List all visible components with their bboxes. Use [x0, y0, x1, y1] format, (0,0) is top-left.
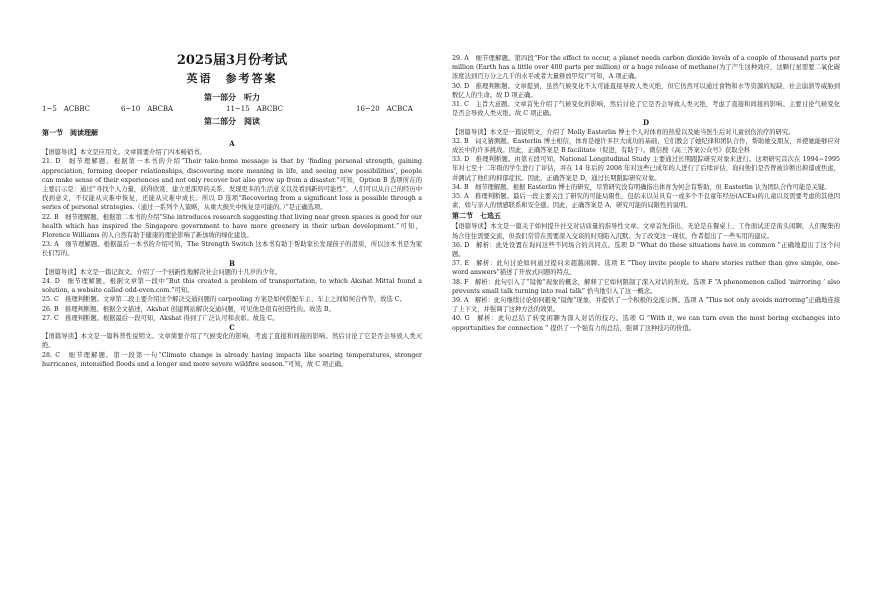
answer-paragraph: 37. E 解析：此句讨论如何通过提问来超越闲聊。选项 E “They invite people to share stories rather than give simple, one-word answers”描述了开放式问题的特点。 — [452, 260, 840, 277]
answer-paragraph: 32. B 词义猜测题。Easterlin 博士相信，体育是她许多巨大成功的基础，它们教会了她纪律和团队合作，帮助她交朋友，并使她能够应对成长中的许多挑战。因此，正确答案是 B facilitate（促进，有助于）。微信搜《高三答案公众号》获取全科 — [452, 137, 840, 155]
listening-key: 1~5 ACBBC — [42, 105, 90, 113]
listening-keys — [42, 104, 422, 114]
passage-letter: A — [229, 139, 235, 148]
answer-paragraph: 30. D 推理判断题。文章提到，虽然气候变化不太可能直接导致人类灭绝，但它仍然可以通过食物和水等资源的短缺、社会崩溃等威胁到数亿人的生命。故 D 项正确。 — [452, 82, 840, 99]
answer-paragraph: 【语篇导读】本文是应用文。文章简要介绍了四本畅销书。 — [42, 149, 206, 157]
passage-letter: D — [642, 118, 650, 128]
answer-paragraph: 27. C 推理判断题。根据最后一段可知，Akshat 得到了广泛认可和表彰。故选 C。 — [42, 314, 279, 322]
answer-paragraph: 39. A 解析：此句继续讨论如何避免“镜像”现象，并提供了一个积极的交流示例。选项 A “This not only avoids mirroring”正确地连接了上下文，并强调了这种方法的效果。 — [452, 297, 840, 314]
page-subtitle: 英语 参考答案 — [186, 72, 278, 85]
listening-key: 16~20 ACBCA — [356, 105, 413, 113]
answer-paragraph: 34. B 细节理解题。根据 Easterlin 博士的研究，尽管研究没有明确指出体育为何会有帮助，但 Easterlin 认为团队合作可能是关键。 — [452, 183, 831, 191]
left-body — [42, 139, 422, 369]
answer-paragraph: 【语篇导读】本文是一篇记叙文。介绍了一个创新性地解决社会问题的十几岁的少年。 — [42, 268, 282, 276]
answer-paragraph: 33. D 推理判断题。由第五段可知，National Longitudinal Study 主要通过长期跟踪研究对象来进行。这项研究首次在 1994~1995 年对七至十二年级的学生进行了评估，并在 14 年后的 2008 年对这些已成年的人进行了后续评估，询问他们是否曾被诊断出抑郁或焦虑，并测试了他们的抑郁症状。因此，正确答案是 D，通过长期跟踪研究对象。 — [452, 156, 840, 182]
answer-paragraph: 28. C 细节理解题。第一段第一句“Climate change is already having impacts like soaring temperatures, stronger hurricanes, intensified floods and a longer and more severe wildfire season.”可知，故 C 项正确。 — [42, 351, 422, 368]
right-body — [452, 54, 840, 333]
passage-letter: B — [229, 258, 235, 268]
right-column — [452, 54, 840, 333]
answer-paragraph: 38. F 解析：此句引入了“镜像”现象的概念，解释了它如何限制了深入对话的形成。选项 F “A phenomenon called ‘mirroring ’ also prevents small talk turning into real talk” 恰当地引入了这一概念。 — [452, 278, 840, 295]
answer-paragraph: 25. C 推理判断题。文章第二段主要介绍这个解决交通问题的 carpooling 方案是如何搭配车主、车主之间如何合作等，故选 C。 — [42, 296, 406, 304]
answer-paragraph: 36. D 解析：此处设置在询问这些不同场合的共同点。选项 D “What do these situations have in common ”正确地提出了这个问题。 — [452, 241, 840, 259]
listening-key: 11~15 ABCBC — [226, 105, 283, 113]
answer-paragraph: 29. A 细节理解题。第四段“For the effect to occur, a planet needs carbon dioxide levels of a couple of thousand parts per million (Earth has a little over 400 parts per million) or a huge release of methane(为了产生这种效应，这颗行星需要二氧化碳浓度达到百万分之几千的水平或者大量释放甲烷)”可知，A 项正确。 — [452, 55, 840, 81]
section-heading: 第二节 七选五 — [452, 211, 501, 221]
answer-paragraph: 【语篇导读】本文是一篇说明文，介绍了 Molly Easterlin 博士个人对体育的热爱以及她当医生后对儿童创伤治疗的研究。 — [452, 128, 795, 136]
listening-key: 6~10 ABCBA — [121, 105, 174, 113]
answer-paragraph: 【语篇导读】本文是一篇关于如何提升社交对话质量的指导性文章。文章首先指出，无论是在餐桌上、工作面试还是街头闲聊，人们聚集的场合往往需要交流，但我们常常在需要深入交谈的时刻陷入沉默。为了改变这一现状，作者提出了一些实用的建议。 — [452, 223, 840, 240]
answer-paragraph: 24. D 细节理解题。根据文章第一段中“But this created a problem of transportation, to which Akshat Mittal found a solution, a website called odd-even.com.”可知。 — [42, 278, 422, 295]
answer-paragraph: 【语篇导读】本文是一篇科普性说明文。文章简要介绍了气候变化的影响，考虑了直接和间接的影响。然后讨论了它是否会导致人类灭绝。 — [42, 333, 422, 350]
section-heading: 第一节 阅读理解 — [42, 128, 98, 137]
part1-heading: 第一部分 听力 — [204, 92, 260, 102]
answer-paragraph: 26. B 推理判断题。根据全文描述，Akshat 创建网站解决交通问题，可见他是很有创造性的。故选 B。 — [42, 305, 335, 313]
left-column — [42, 52, 422, 369]
answer-paragraph: 35. A 推理判断题。最后一段主要关注了研究的可能局限性，包括未以另具有一或多个不良童年经历(ACEs)的儿童以及需要考虑的其他因素，如与亲人的情感联系和安全感。因此，正确答案是 A，研究可能的局限性的说明。 — [452, 193, 840, 210]
answer-paragraph: 21. D 细节理解题。根据第一本书的介绍“Their take-home message is that by ‘finding personal strength, gaining appreciation, forming deeper relationships, discovering more meaning in life, and seeing new possibilities’, people can make sense of their experiences and not only recover but also grow up from a disaster.”可知，Option B 选项所在的主要启示是：通过“寻找个人力量，获得欣赏、建立更深厚的关系、发现更多的生活意义以及看到新的可能性”，人们可以从自己的经历中找到意义，不仅能从灾难中恢复，还能从灾难中成长。所以 D 选项“Recovering from a significant loss is possible through a series of personal strategies.（通过一系列个人策略，从重大损失中恢复是可能的。）”是正确选项。 — [42, 158, 422, 212]
answer-paragraph: 22. B 细节理解题。根据第二本书的介绍“She introduces research suggesting that living near green spaces is good for our health which has inspired the Singapore government to have more greenery in their urban development.”可知，Florence Williams 的人自然有助于健康的理论影响了新加坡的绿化建设。 — [42, 213, 422, 240]
page-title: 2025届3月份考试 — [176, 53, 288, 68]
answer-paragraph: 40. G 解析：此句总结了转变闲聊为深入对话的技巧。选项 G “With it, we can turn even the most boring exchanges into opportunities for connection ” 提供了一个强有力的总结，强调了这种技巧的价值。 — [452, 315, 840, 332]
passage-letter: C — [229, 323, 235, 333]
part2-heading: 第二部分 阅读 — [204, 116, 260, 126]
answer-paragraph: 23. A 细节理解题。根据最后一本书的介绍可知，The Strength Switch 这本书有助于帮助家长发现孩子的潜质，所以这本书是为家长们写的。 — [42, 241, 422, 258]
answer-paragraph: 31. C 主旨大意题。文章首先介绍了气候变化的影响，然后讨论了它是否会导致人类灭绝，考虑了直接和间接的影响。主要讨论气候变化是否会导致人类灭绝。故 C 项正确。 — [452, 101, 840, 118]
